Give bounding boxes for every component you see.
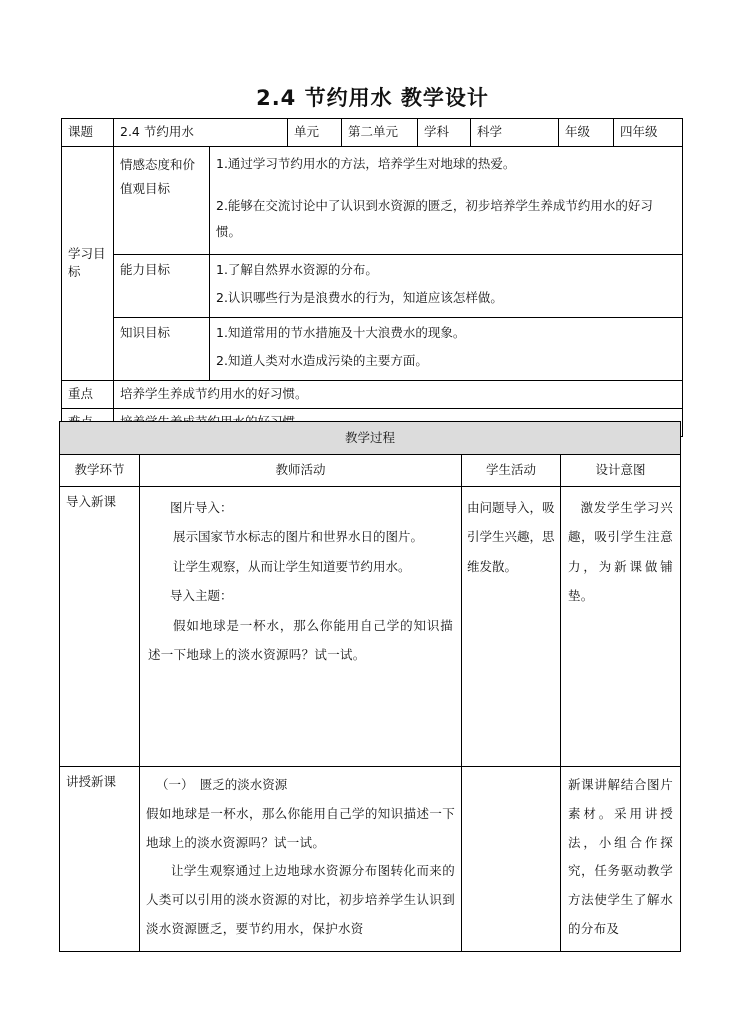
- key-point-label: 重点: [62, 380, 114, 408]
- objective-affective-name: 情感态度和价值观目标: [114, 147, 210, 255]
- objective-knowledge-name: 知识目标: [114, 317, 210, 380]
- column-header: 学生活动: [462, 455, 561, 487]
- teacher-text: 假如地球是一杯水，那么你能用自己学的知识描述一下地球上的淡水资源吗？试一试。: [146, 805, 455, 850]
- teacher-text: 导入主题：: [170, 588, 233, 604]
- objective-ability-name: 能力目标: [114, 254, 210, 317]
- key-point-value: 培养学生养成节约用水的好习惯。: [114, 380, 683, 408]
- subject-label: 学科: [418, 119, 471, 147]
- intent-cell: 新课讲解结合图片素材。采用讲授法，小组合作探究，任务驱动教学方法使学生了解水的分布及: [561, 767, 681, 952]
- unit-value: 第二单元: [342, 119, 418, 147]
- student-cell: 由问题导入，吸引学生兴趣，思维发散。: [462, 487, 561, 767]
- page-title: 2.4 节约用水 教学设计: [256, 86, 489, 110]
- process-heading: 教学过程: [60, 422, 681, 455]
- teaching-process-table: [59, 421, 681, 952]
- subject-value: 科学: [471, 119, 559, 147]
- unit-label: 单元: [288, 119, 342, 147]
- column-header: 教师活动: [140, 455, 462, 487]
- topic-label: 课题: [62, 119, 114, 147]
- column-header: 设计意图: [561, 455, 681, 487]
- grade-label: 年级: [559, 119, 614, 147]
- lesson-info-table: [61, 118, 683, 437]
- objective-item: 1.了解自然界水资源的分布。: [216, 261, 378, 277]
- teacher-text: 假如地球是一杯水，那么你能用自己学的知识描述一下地球上的淡水资源吗？试一试。: [148, 617, 453, 662]
- intent-cell: 激发学生学习兴趣，吸引学生注意力，为新课做铺垫。: [561, 487, 681, 767]
- teacher-text: 展示国家节水标志的图片和世界水日的图片。: [173, 529, 424, 545]
- stage-cell: 讲授新课: [60, 767, 140, 952]
- teacher-text: （一） 匮乏的淡水资源: [156, 777, 288, 792]
- teacher-text: 图片导入：: [170, 500, 233, 515]
- objective-item: 2.知道人类对水造成污染的主要方面。: [216, 353, 428, 369]
- column-header: 教学环节: [60, 455, 140, 487]
- objective-item: 2.能够在交流讨论中了认识到水资源的匮乏，初步培养学生养成节约用水的好习惯。: [216, 198, 653, 240]
- table-row: [60, 767, 681, 952]
- objectives-label: 学习目标: [62, 147, 114, 381]
- objective-item: 1.通过学习节约用水的方法，培养学生对地球的热爱。: [216, 156, 516, 171]
- student-cell: [462, 767, 561, 952]
- table-row: [60, 487, 681, 767]
- objective-item: 2.认识哪些行为是浪费水的行为，知道应该怎样做。: [216, 290, 503, 306]
- teacher-text: 让学生观察，从而让学生知道要节约用水。: [173, 558, 411, 574]
- stage-cell: 导入新课: [60, 487, 140, 767]
- grade-value: 四年级: [614, 119, 683, 147]
- topic-value: 2.4 节约用水: [114, 119, 288, 147]
- teacher-text: 让学生观察通过上边地球水资源分布图转化而来的人类可以引用的淡水资源的对比，初步培养学生认识到淡水资源匮乏，要节约用水，保护水资: [146, 863, 455, 936]
- objective-item: 1.知道常用的节水措施及十大浪费水的现象。: [216, 324, 466, 340]
